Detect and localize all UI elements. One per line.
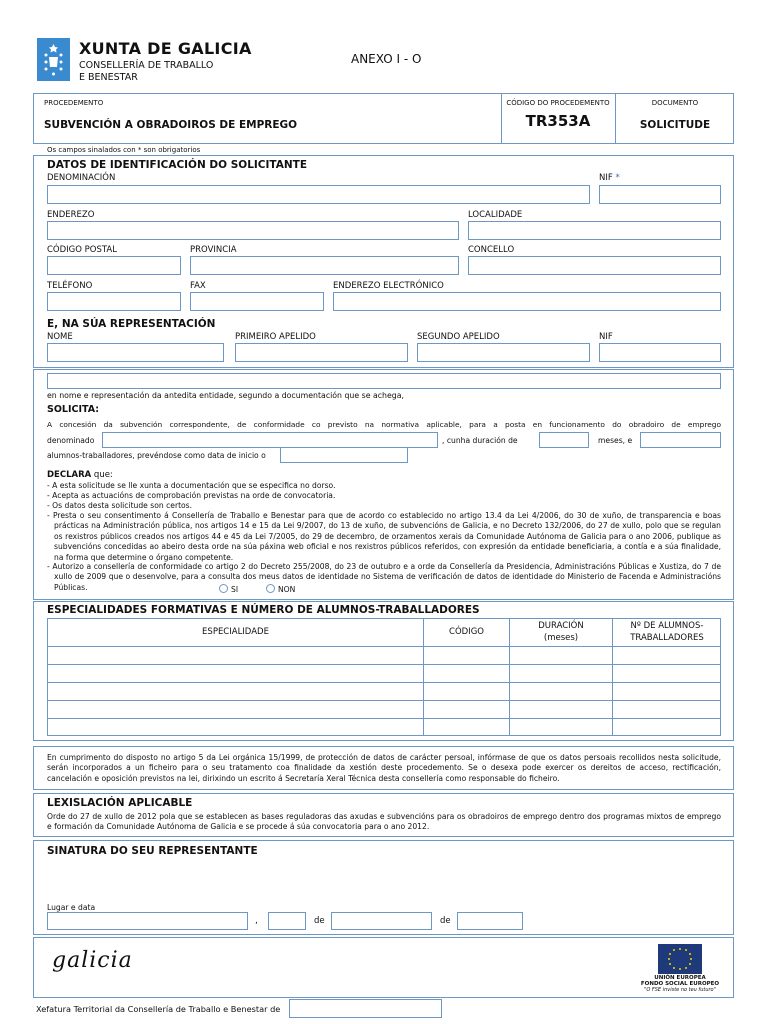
email-label: ENDEREZO ELECTRÓNICO	[333, 281, 444, 291]
rep-nif-field[interactable]	[599, 343, 721, 362]
eu-line2: FONDO SOCIAL EUROPEO	[640, 981, 720, 987]
denominacion-field[interactable]	[47, 185, 590, 204]
comma-sep: ,	[255, 916, 258, 926]
start-date-field[interactable]	[280, 447, 408, 463]
procedure-code-label: CÓDIGO DO PROCEDEMENTO	[506, 99, 610, 107]
telefono-label: TELÉFONO	[47, 281, 93, 291]
col-especialidade: ESPECIALIDADE	[202, 627, 269, 637]
codigo-postal-label: CÓDIGO POSTAL	[47, 245, 117, 255]
solicita-title: SOLICITA:	[47, 404, 100, 415]
month-field[interactable]	[331, 912, 432, 930]
concello-field[interactable]	[468, 256, 721, 275]
alumnos-label: alumnos-traballadores, prevéndose como data de inicio o	[47, 451, 266, 460]
de-label-2: de	[440, 916, 451, 926]
col-codigo: CÓDIGO	[449, 627, 484, 637]
meses-label: meses, e	[598, 436, 633, 445]
provincia-label: PROVINCIA	[190, 245, 237, 255]
place-field[interactable]	[47, 912, 248, 930]
signature-title: SINATURA DO SEU REPRESENTANTE	[47, 845, 258, 857]
fax-field[interactable]	[190, 292, 324, 311]
place-date-label: Lugar e data	[47, 903, 96, 912]
students-count-field[interactable]	[640, 432, 721, 448]
org-name: XUNTA DE GALICIA	[79, 39, 252, 58]
legislation-text: Orde do 27 de xullo de 2012 pola que se establecen as bases reguladoras das axudas e subvencións para os obradoiros de emprego dentro dos programas mixtos de emprego e formación da Comunidade Autónoma de Galicia e se procede á súa convocatoria para o ano 2012.	[47, 812, 721, 832]
xunta-logo-icon	[37, 38, 70, 81]
nif-field[interactable]	[599, 185, 721, 204]
solicita-text: A concesión da subvención correspondente, de conformidade co previsto na normativa aplicable, para a posta en funcionamento do obradoiro de emprego	[47, 420, 721, 429]
consent-non-radio[interactable]: NON	[266, 584, 295, 594]
telefono-field[interactable]	[47, 292, 181, 311]
procedure-label: PROCEDEMENTO	[44, 99, 104, 107]
year-field[interactable]	[457, 912, 523, 930]
entity-line: en nome e representación da antedita entidade, segundo a documentación que se achega,	[47, 391, 404, 400]
legislation-title: LEXISLACIÓN APLICABLE	[47, 797, 193, 809]
primeiro-apelido-field[interactable]	[235, 343, 408, 362]
codigo-postal-field[interactable]	[47, 256, 181, 275]
declara-item-2: - Acepta as actuacións de comprobación previstas na orde de convocatoria.	[47, 491, 336, 500]
day-field[interactable]	[268, 912, 306, 930]
declara-heading: DECLARA que:	[47, 470, 113, 480]
declara-item-3: - Os datos desta solicitude son certos.	[47, 501, 193, 510]
eu-flag-icon	[658, 944, 702, 974]
nome-label: NOME	[47, 332, 73, 342]
recipient-field[interactable]	[289, 999, 442, 1018]
eu-line3: "O FSE inviste no teu futuro"	[644, 987, 716, 993]
localidade-label: LOCALIDADE	[468, 210, 523, 220]
footer-box	[33, 937, 734, 998]
eu-line1: UNIÓN EUROPEA	[654, 975, 706, 981]
duracion-label: , cunha duración de	[442, 436, 518, 445]
specialties-title: ESPECIALIDADES FORMATIVAS E NÚMERO DE ALUMNOS-TRABALLADORES	[47, 604, 480, 616]
galicia-logo: galicia	[52, 948, 133, 973]
procedure-code-value: TR353A	[525, 112, 591, 130]
declara-item-1: - A esta solicitude se lle xunta a documentación que se especifica no dorso.	[47, 481, 336, 490]
nome-field[interactable]	[47, 343, 224, 362]
required-note: Os campos sinalados con * son obrigatorios	[47, 146, 201, 154]
segundo-apelido-field[interactable]	[417, 343, 590, 362]
duration-field[interactable]	[539, 432, 589, 448]
col-alumnos-2: TRABALLADORES	[630, 633, 704, 643]
denominacion-label: DENOMINACIÓN	[47, 173, 116, 183]
declara-item-5: - Autorizo a consellería de conformidade co artigo 2 do Decreto 255/2008, do 23 de outubro e a orde da Consellería da Presidencia, Administracións Públicas e Xustiza, do 7 de xullo de 2009 que o desenvolve, para a consulta dos meus datos de identidade no Sistema de verificación de datos de identidade do Ministerio de Facenda e Administracións Públicas.	[47, 562, 721, 592]
recipient-label: Xefatura Territorial da Consellería de Traballo e Benestar de	[36, 1004, 281, 1014]
procedure-value: SUBVENCIÓN A OBRADOIROS DE EMPREGO	[44, 119, 298, 131]
document-value: SOLICITUDE	[639, 119, 711, 131]
col-alumnos-1: Nº DE ALUMNOS-	[630, 621, 704, 631]
email-field[interactable]	[333, 292, 721, 311]
concello-label: CONCELLO	[468, 245, 515, 255]
de-label-1: de	[314, 916, 325, 926]
declara-item-4: - Presta o seu consentimento á Consellería de Traballo e Benestar para que de acordo co establecido no artigo 13.4 da Lei 4/2006, do 30 de xuño, de transparencia e boas prácticas na Administración pública, nos artigos 14 e 15 da Lei 9/2007, do 13 de xuño, de subvencións de Galicia, e no Decreto 132/2006, do 27 de xullo, polo que se regulan os rexistros públicos creados nos artigos 44 e 45 da Lei 7/2005, do 29 de decembro, de orzamentos xerais da Comunidade Autónoma de Galicia para o ano 2006, publique as subvencións concedidas ao abeiro desta orde na súa páxina web oficial e nos rexistros públicos referidos, con expresión da entidade beneficiaria, a contía e a súa finalidade, na forma que determine o órgano competente.	[47, 511, 721, 562]
dept-line2: E BENESTAR	[79, 72, 138, 83]
provincia-field[interactable]	[190, 256, 459, 275]
entity-field[interactable]	[47, 373, 721, 389]
enderezo-label: ENDEREZO	[47, 210, 95, 220]
segundo-apelido-label: SEGUNDO APELIDO	[417, 332, 500, 342]
representative-title: E, NA SÚA REPRESENTACIÓN	[47, 318, 216, 330]
col-duracion-2: (meses)	[543, 633, 579, 643]
document-label: DOCUMENTO	[651, 99, 699, 107]
privacy-text: En cumprimento do disposto no artigo 5 da Lei orgánica 15/1999, de protección de datos de carácter persoal, infórmase de que os datos persoais recollidos nesta solicitude, serán incorporados a un ficheiro para o seu tratamento coa finalidade da xestión deste procedemento. Se o desexa pode exercer os dereitos de acceso, rectificación, cancelación e oposición previstos na lei, dirixindo un escrito á Secretaría Xeral Técnica desta consellería como responsable do ficheiro.	[47, 753, 721, 783]
nif-label: NIF *	[599, 173, 620, 183]
dept-line1: CONSELLERÍA DE TRABALLO	[79, 60, 214, 71]
applicant-title: DATOS DE IDENTIFICACIÓN DO SOLICITANTE	[47, 159, 308, 171]
workshop-name-field[interactable]	[102, 432, 438, 448]
enderezo-field[interactable]	[47, 221, 459, 240]
primeiro-apelido-label: PRIMEIRO APELIDO	[235, 332, 316, 342]
rep-nif-label: NIF	[599, 332, 613, 342]
denominado-label: denominado	[47, 436, 95, 445]
annex-title: ANEXO I - O	[351, 52, 422, 66]
consent-si-radio[interactable]: SI	[219, 584, 238, 594]
fax-label: FAX	[190, 281, 206, 291]
localidade-field[interactable]	[468, 221, 721, 240]
col-duracion-1: DURACIÓN	[538, 621, 584, 631]
